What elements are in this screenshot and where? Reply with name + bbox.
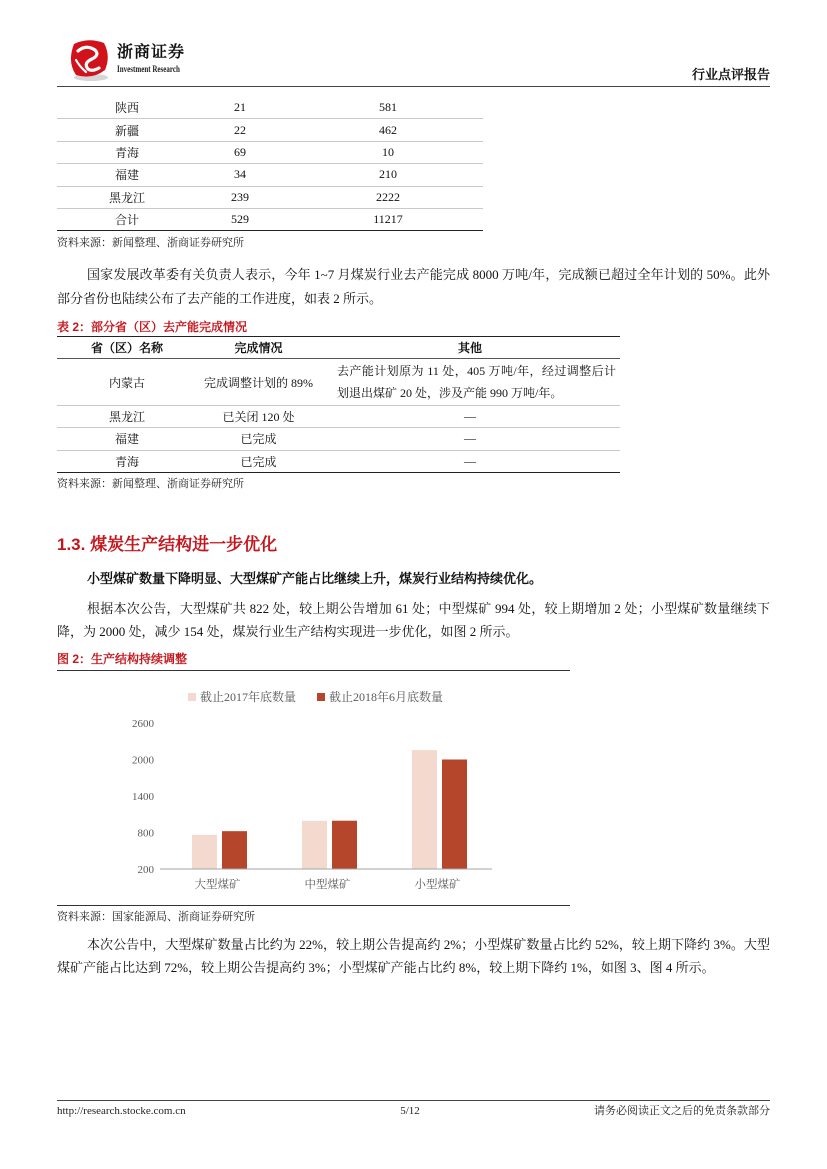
- table-row: [57, 451, 620, 473]
- body-paragraph: 本次公告中，大型煤矿数量占比约为 22%，较上期公告提高约 2%；小型煤矿数量占比约 52%，较上期下降约 3%。大型煤矿产能占比达到 72%，较上期公告提高约 3%；小型煤矿产能占比约 8%，较上期下降约 1%，如图 3、图 4 所示。: [57, 937, 770, 975]
- table-header-row: [57, 337, 620, 359]
- capacity-progress-table: [57, 336, 620, 473]
- table1-source: 资料来源：新闻整理、浙商证券研究所: [57, 237, 244, 249]
- table-row: [57, 97, 483, 119]
- table-row: [57, 142, 483, 164]
- province-cell: 福建: [114, 168, 139, 183]
- value-cell: 34: [234, 167, 246, 182]
- company-name: 浙商证券: [117, 44, 186, 61]
- table-row: [57, 428, 620, 450]
- province-cell: 陕西: [114, 101, 139, 116]
- footer-rule: [57, 1100, 770, 1101]
- value-cell: 210: [379, 167, 397, 182]
- total-value-cell: 529: [231, 212, 249, 227]
- value-cell: 21: [234, 100, 246, 115]
- company-subtitle: Investment Research: [117, 65, 180, 75]
- value-cell: 2222: [376, 189, 400, 204]
- table-row: [57, 187, 483, 209]
- bar-series-2-category-2: [332, 821, 357, 869]
- footer-url-link[interactable]: http://research.stocke.com.cn: [57, 1105, 186, 1117]
- bar-series-1-category-2: [302, 821, 327, 869]
- section-heading: 1.3. 煤炭生产结构进一步优化: [57, 535, 278, 554]
- production-structure-chart: [57, 671, 570, 904]
- province-cell: 新疆: [114, 123, 139, 138]
- status-cell: 已关闭 120 处: [222, 410, 295, 425]
- note-cell: 去产能计划原为 11 处，405 万吨/年，经过调整后计划退出煤矿 20 处，涉及产能 990 万吨/年。: [337, 364, 616, 400]
- table-row: [57, 119, 483, 141]
- province-capacity-table: [57, 97, 483, 231]
- y-tick-label: 2600: [132, 718, 154, 730]
- legend-label-2018: 截止2018年6月底数量: [329, 690, 444, 704]
- legend-label-2017: 截止2017年底数量: [200, 690, 297, 704]
- logo-mark-icon: [64, 38, 112, 82]
- bar-series-2-category-1: [222, 831, 247, 869]
- body-paragraph: 国家发展改革委有关负责人表示，今年 1~7 月煤炭行业去产能完成 8000 万吨/年，完成额已超过全年计划的 50%。此外部分省份也陆续公布了去产能的工作进度，如表 2 所示。: [57, 267, 770, 306]
- figure-caption: 图 2：生产结构持续调整: [57, 652, 188, 666]
- bar-series-1-category-1: [192, 835, 217, 869]
- value-cell: 69: [234, 144, 246, 159]
- figure-source: 资料来源：国家能源局、浙商证券研究所: [57, 911, 255, 923]
- value-cell: 22: [234, 122, 246, 137]
- x-category-label: 大型煤矿: [194, 879, 241, 891]
- column-header: 完成情况: [234, 341, 283, 355]
- note-cell: —: [464, 409, 476, 424]
- total-label-cell: 合计: [114, 213, 139, 228]
- total-value-cell: 11217: [373, 212, 403, 227]
- company-logo: [64, 38, 112, 82]
- header-rule: [57, 86, 770, 87]
- figure-bottom-rule: [57, 905, 570, 906]
- column-header: 其他: [457, 341, 482, 355]
- bar-series-1-category-3: [412, 750, 437, 869]
- x-category-label: 小型煤矿: [414, 879, 461, 891]
- value-cell: 239: [231, 189, 249, 204]
- value-cell: 10: [382, 144, 394, 159]
- legend-swatch-2017: [188, 693, 196, 701]
- province-cell: 青海: [114, 145, 139, 160]
- y-tick-label: 800: [137, 827, 154, 840]
- status-cell: 已完成: [240, 454, 277, 469]
- province-cell: 内蒙古: [108, 375, 145, 390]
- table-total-row: [57, 209, 483, 231]
- body-paragraph: 根据本次公告，大型煤矿共 822 处，较上期公告增加 61 处；中型煤矿 994 处，较上期增加 2 处；小型煤矿数量继续下降，为 2000 处，减少 154 处，煤炭行业生产结构实现进一步优化，如图 2 所示。: [57, 601, 770, 639]
- bar-series-2-category-3: [442, 760, 467, 870]
- province-cell: 福建: [114, 432, 139, 447]
- table-row: [57, 164, 483, 186]
- status-cell: 已完成: [240, 432, 277, 447]
- province-cell: 黑龙江: [108, 410, 145, 425]
- note-cell: —: [464, 453, 476, 468]
- table-row: [57, 359, 620, 406]
- legend-swatch-2018: [317, 693, 325, 701]
- key-point: 小型煤矿数量下降明显、大型煤矿产能占比继续上升，煤炭行业结构持续优化。: [87, 571, 543, 586]
- report-type: 行业点评报告: [691, 67, 770, 82]
- chart-legend: [188, 689, 443, 704]
- y-tick-label: 2000: [132, 754, 154, 767]
- chart-plot-area: [132, 718, 492, 891]
- y-tick-label: 1400: [132, 791, 154, 803]
- x-category-label: 中型煤矿: [304, 879, 351, 891]
- page-number: 5/12: [400, 1105, 420, 1117]
- status-cell: 完成调整计划的 89%: [204, 375, 313, 390]
- note-cell: —: [464, 431, 476, 446]
- value-cell: 462: [379, 122, 397, 137]
- province-cell: 青海: [114, 454, 139, 469]
- table2-source: 资料来源：新闻整理、浙商证券研究所: [57, 478, 244, 490]
- column-header: 省（区）名称: [90, 341, 163, 355]
- footer-disclaimer: 请务必阅读正文之后的免责条款部分: [594, 1105, 770, 1117]
- table-row: [57, 406, 620, 428]
- y-tick-label: 200: [137, 864, 154, 876]
- value-cell: 581: [379, 100, 397, 115]
- table2-caption: 表 2：部分省（区）去产能完成情况: [57, 320, 248, 334]
- province-cell: 黑龙江: [108, 190, 145, 205]
